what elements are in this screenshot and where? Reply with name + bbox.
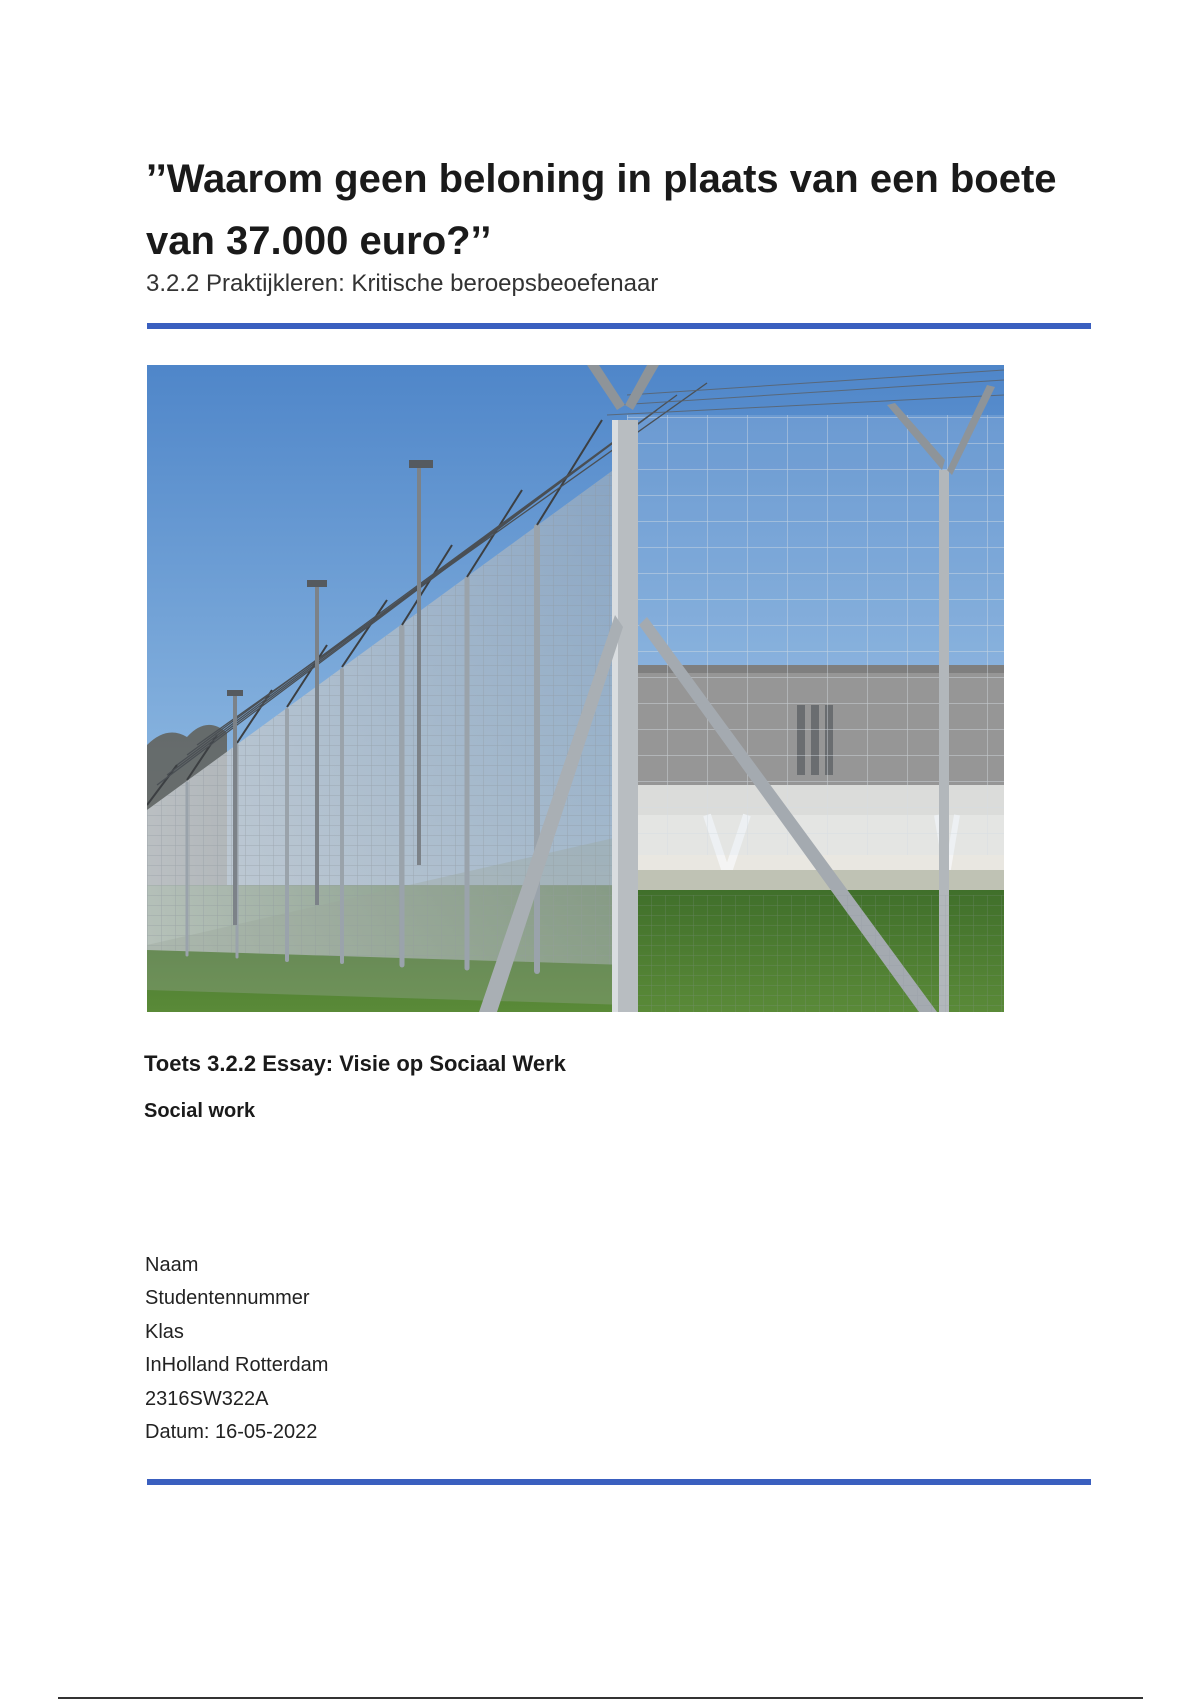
test-title: Toets 3.2.2 Essay: Visie op Sociaal Werk [144, 1051, 566, 1076]
course-name: Social work [144, 1100, 256, 1122]
cover-photo-prison-fence [147, 365, 1004, 1012]
bottom-accent-rule [147, 1479, 1091, 1485]
document-title: ’’Waarom geen beloning in plaats van een boete van 37.000 euro?’’ [146, 157, 1057, 263]
student-info-class-code: 2316SW322A [145, 1387, 269, 1410]
student-info-name: Naam [145, 1254, 199, 1276]
student-info-institution: InHolland Rotterdam [145, 1354, 329, 1377]
student-info-date: Datum: 16-05-2022 [145, 1421, 318, 1444]
student-info-class: Klas [145, 1320, 184, 1343]
page-footer-line [58, 1697, 1143, 1699]
top-accent-rule [147, 323, 1091, 329]
document-subtitle: 3.2.2 Praktijkleren: Kritische beroepsbeoefenaar [146, 270, 659, 297]
student-info-list [145, 1249, 328, 1449]
student-info-number: Studentennummer [145, 1287, 310, 1310]
